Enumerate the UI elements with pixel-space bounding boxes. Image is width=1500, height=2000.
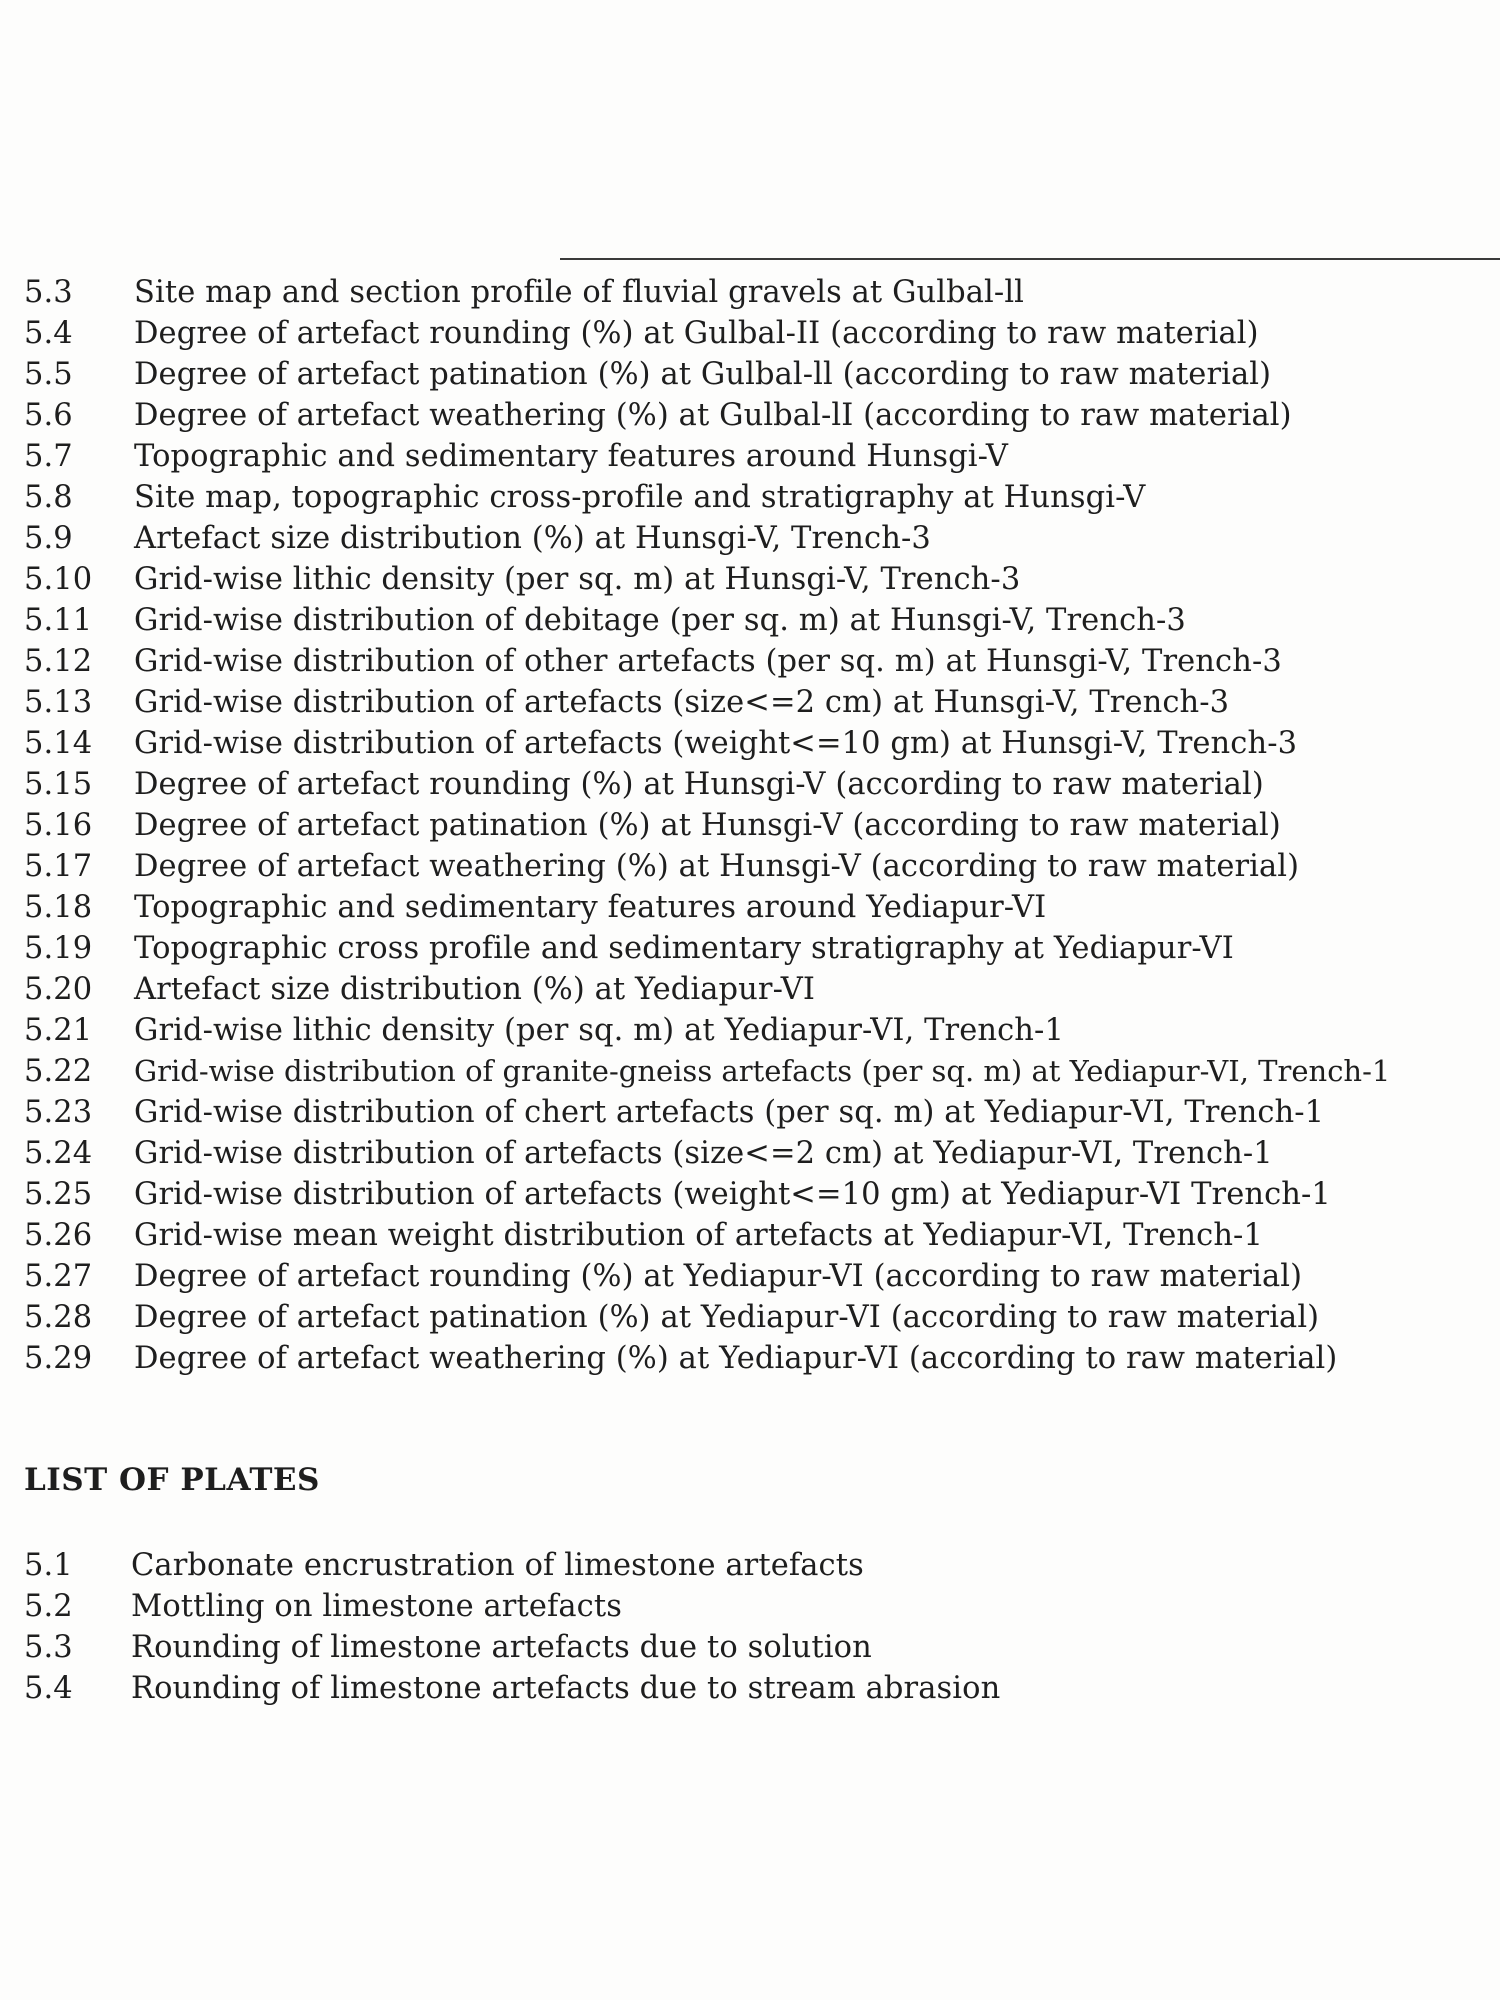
figure-entry-title: Degree of artefact rounding (%) at Gulbal-II (according to raw material) [134,316,1259,351]
figure-entry-title: Grid-wise lithic density (per sq. m) at Hunsgi-V, Trench-3 [134,562,1021,597]
figure-entry [24,1215,1494,1256]
figure-entry-number: 5.19 [24,931,93,966]
figure-entry-title: Grid-wise distribution of artefacts (size<=2 cm) at Hunsgi-V, Trench-3 [134,685,1230,720]
figure-entry-title: Grid-wise distribution of granite-gneiss artefacts (per sq. m) at Yediapur-VI, Trench-1 [134,1054,1391,1088]
figure-entry-title: Degree of artefact weathering (%) at Yediapur-VI (according to raw material) [134,1341,1338,1376]
figure-entry [24,477,1494,518]
plate-entry-number: 5.4 [24,1671,73,1706]
figure-entry-number: 5.29 [24,1341,93,1376]
figure-entry [24,272,1494,313]
figure-entry-number: 5.10 [24,562,93,597]
figure-entry-number: 5.18 [24,890,93,925]
figure-entry-title: Site map and section profile of fluvial gravels at Gulbal-ll [134,275,1025,310]
figure-entry-number: 5.8 [24,480,73,515]
figure-entry-title: Degree of artefact rounding (%) at Hunsgi-V (according to raw material) [134,767,1264,802]
figure-entry-title: Grid-wise distribution of artefacts (weight<=10 gm) at Yediapur-VI Trench-1 [134,1177,1331,1212]
figure-entry-title: Topographic and sedimentary features around Hunsgi-V [134,439,1008,474]
figure-entry-title: Topographic cross profile and sedimentary stratigraphy at Yediapur-VI [134,931,1234,966]
plate-entry-number: 5.3 [24,1630,73,1665]
plate-entry-number: 5.2 [24,1589,73,1624]
figure-entry [24,559,1494,600]
figure-entry-title: Degree of artefact weathering (%) at Gulbal-lI (according to raw material) [134,398,1292,433]
figure-entry [24,395,1494,436]
figure-entry-number: 5.23 [24,1095,93,1130]
figure-entry [24,313,1494,354]
figure-entry [24,1338,1494,1379]
figure-entry-title: Degree of artefact patination (%) at Hunsgi-V (according to raw material) [134,808,1281,843]
figure-entry-number: 5.16 [24,808,93,843]
figure-entry-title: Artefact size distribution (%) at Hunsgi-V, Trench-3 [134,521,931,556]
figure-entry [24,846,1494,887]
figure-entry-title: Grid-wise distribution of artefacts (weight<=10 gm) at Hunsgi-V, Trench-3 [134,726,1298,761]
figure-entry [24,928,1494,969]
figure-entry-number: 5.11 [24,603,93,638]
figure-entry-title: Degree of artefact rounding (%) at Yediapur-VI (according to raw material) [134,1259,1303,1294]
figure-entry-number: 5.21 [24,1013,93,1048]
figure-entry [24,354,1494,395]
figure-entry [24,682,1494,723]
plate-entry-title: Carbonate encrustration of limestone artefacts [131,1548,864,1583]
figure-entry [24,518,1494,559]
figure-entry-number: 5.14 [24,726,93,761]
figure-entry-title: Degree of artefact patination (%) at Yediapur-VI (according to raw material) [134,1300,1320,1335]
figure-entry [24,1092,1494,1133]
figure-entry-number: 5.12 [24,644,93,679]
figure-entry-title: Artefact size distribution (%) at Yediapur-VI [134,972,816,1007]
figure-entry-number: 5.22 [24,1054,93,1089]
plate-entry [24,1545,1224,1586]
figure-entry [24,1256,1494,1297]
figure-entry-number: 5.7 [24,439,73,474]
figure-entry-number: 5.20 [24,972,93,1007]
figure-entry-number: 5.4 [24,316,73,351]
figure-entry-title: Degree of artefact weathering (%) at Hunsgi-V (according to raw material) [134,849,1300,884]
plate-entry-title: Mottling on limestone artefacts [131,1589,622,1624]
figure-entry [24,1010,1494,1051]
figure-entry [24,436,1494,477]
figure-entry [24,969,1494,1010]
list-of-figures [24,272,1494,1379]
figure-entry [24,1297,1494,1338]
plate-entry [24,1586,1224,1627]
figure-entry-number: 5.15 [24,767,93,802]
figure-entry-number: 5.28 [24,1300,93,1335]
figure-entry [24,1051,1494,1092]
plate-entry-title: Rounding of limestone artefacts due to solution [131,1630,872,1665]
figure-entry-number: 5.5 [24,357,73,392]
figure-entry-number: 5.13 [24,685,93,720]
figure-entry-title: Site map, topographic cross-profile and stratigraphy at Hunsgi-V [134,480,1146,515]
figure-entry [24,1174,1494,1215]
plate-entry [24,1668,1224,1709]
list-of-plates [24,1545,1224,1709]
figure-entry [24,1133,1494,1174]
plates-heading: LIST OF PLATES [24,1462,320,1498]
figure-entry-title: Grid-wise distribution of artefacts (size<=2 cm) at Yediapur-VI, Trench-1 [134,1136,1273,1171]
figure-entry [24,805,1494,846]
figure-entry [24,887,1494,928]
figure-entry-title: Grid-wise mean weight distribution of artefacts at Yediapur-VI, Trench-1 [134,1218,1263,1253]
plate-entry-title: Rounding of limestone artefacts due to stream abrasion [131,1671,1001,1706]
figure-entry [24,764,1494,805]
figure-entry-title: Grid-wise lithic density (per sq. m) at Yediapur-VI, Trench-1 [134,1013,1064,1048]
figure-entry-title: Grid-wise distribution of debitage (per sq. m) at Hunsgi-V, Trench-3 [134,603,1186,638]
figure-entry [24,600,1494,641]
figure-entry-number: 5.26 [24,1218,93,1253]
figure-entry [24,641,1494,682]
figure-entry-number: 5.24 [24,1136,93,1171]
figure-entry-number: 5.25 [24,1177,93,1212]
figure-entry-number: 5.17 [24,849,93,884]
top-rule [560,258,1500,260]
figure-entry-number: 5.3 [24,275,73,310]
figure-entry-number: 5.9 [24,521,73,556]
figure-entry-number: 5.27 [24,1259,93,1294]
figure-entry-title: Topographic and sedimentary features around Yediapur-VI [134,890,1047,925]
figure-entry-title: Grid-wise distribution of other artefacts (per sq. m) at Hunsgi-V, Trench-3 [134,644,1282,679]
figure-entry [24,723,1494,764]
figure-entry-title: Grid-wise distribution of chert artefacts (per sq. m) at Yediapur-VI, Trench-1 [134,1095,1325,1130]
plate-entry-number: 5.1 [24,1548,73,1583]
figure-entry-number: 5.6 [24,398,73,433]
figure-entry-title: Degree of artefact patination (%) at Gulbal-ll (according to raw material) [134,357,1272,392]
plate-entry [24,1627,1224,1668]
